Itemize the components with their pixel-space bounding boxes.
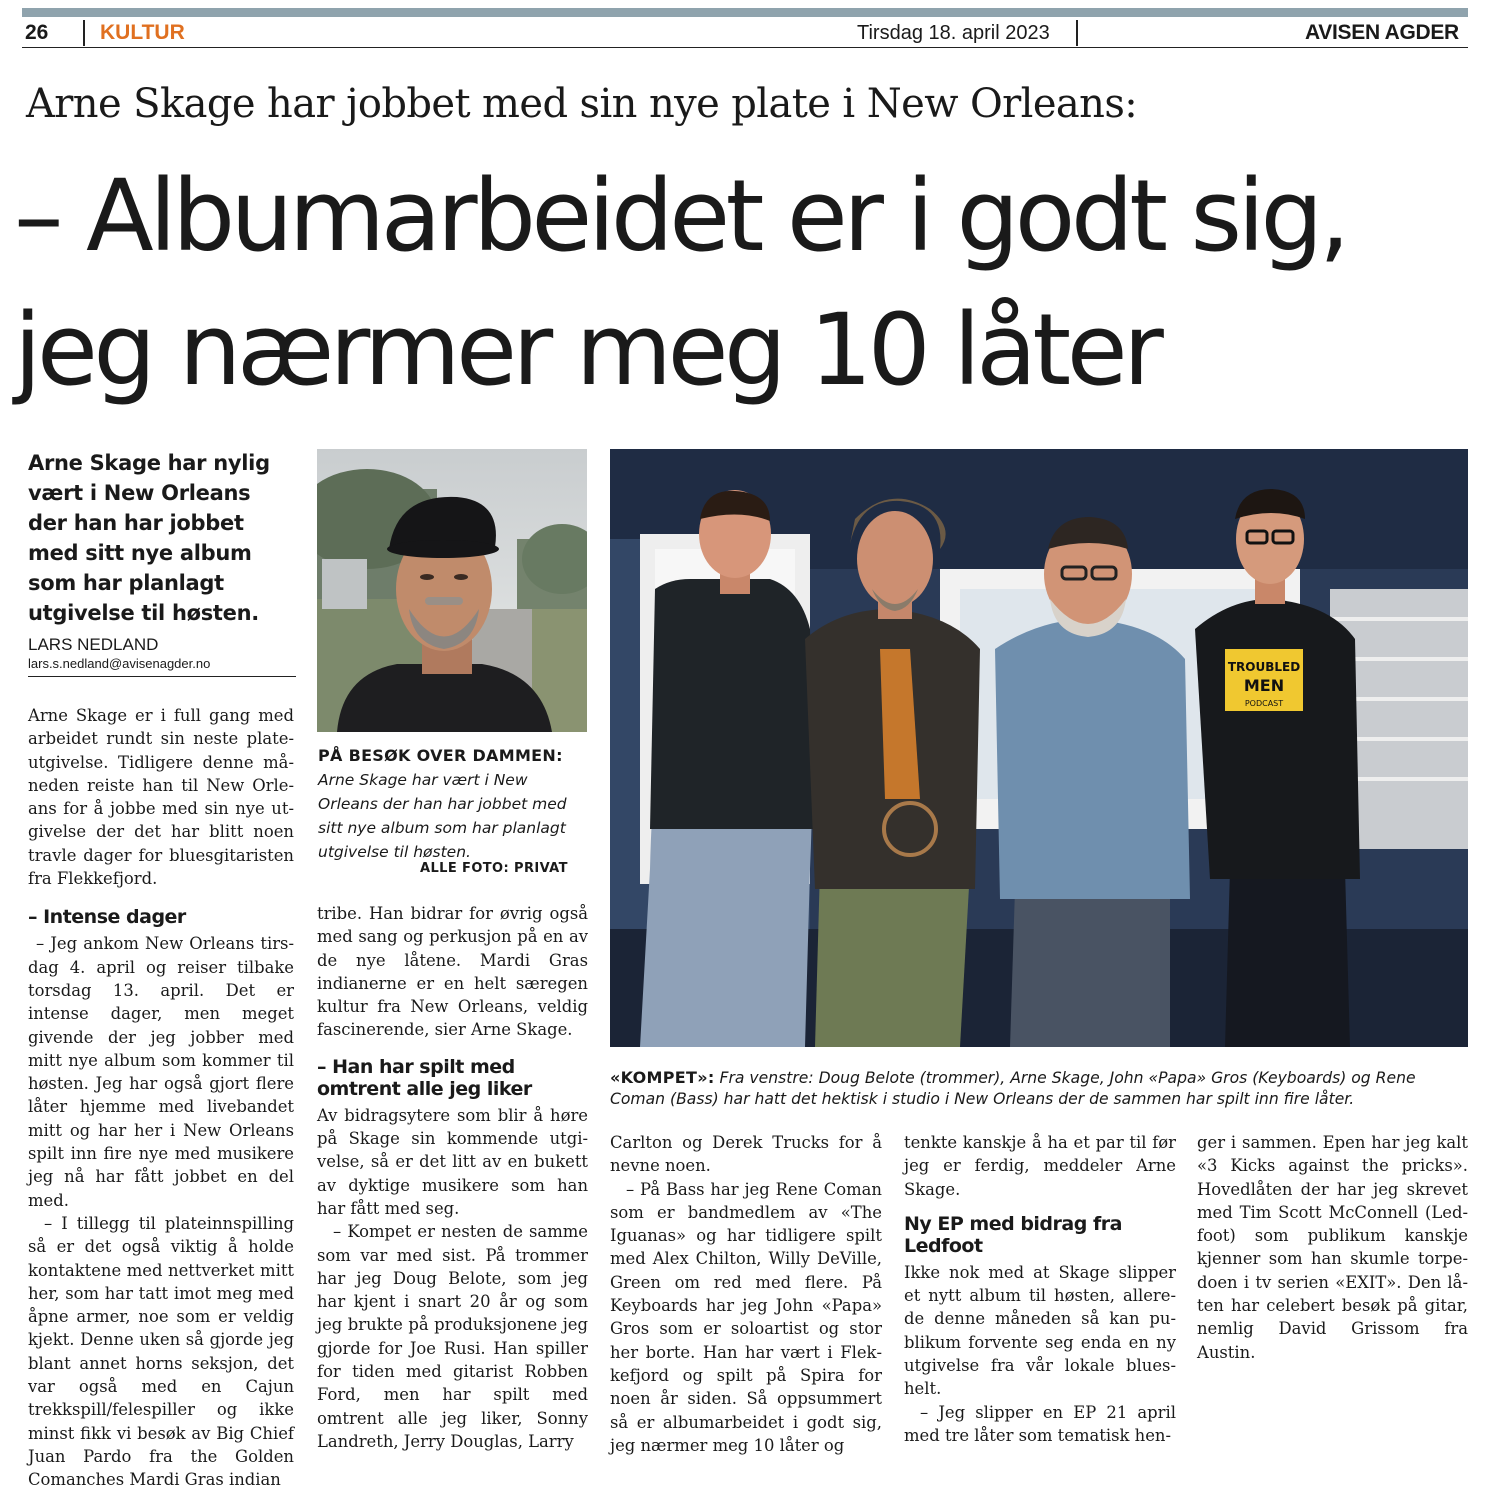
portrait-caption-text: Arne Skage har vært i New Orleans der han har jobbet med sitt nye album som har planlagt utgivelse til høsten. — [318, 771, 567, 861]
subheading: – Han har spilt med omtrent alle jeg liker — [317, 1055, 532, 1100]
portrait-photo — [317, 449, 587, 732]
paragraph: Av bidragsytere som blir å høre på Skage sin kommende utgivelse, så er det litt av en bukett av dyktige musikere som han har fått med seg. — [317, 1105, 588, 1218]
paragraph: Ikke nok med at Skage slipper et nytt album til høsten, allerede denne måneden så kan publikum forvente seg enda en ny utgivelse fra vår lokale blueshelt. — [904, 1262, 1176, 1399]
paragraph: – Jeg slipper en EP 21 april med tre låter som tematisk hen- — [904, 1402, 1176, 1445]
band-caption-text: Fra venstre: Doug Belote (trommer), Arne Skage, John «Papa» Gros (Keyboards) og Rene Coman (Bass) har hatt det hektisk i studio i New Orleans der de sammen har spilt inn fire låter. — [610, 1069, 1416, 1108]
author-name: LARS NEDLAND — [28, 635, 159, 654]
paragraph: – I tillegg til plateinnspilling så er det også viktig å holde kontaktene med nettverket mitt her, som har tatt imot meg med åpne armer, noe som er veldig kjekt. Denne uken så gjorde jeg blant annet horns seksjon, det var også med en Cajun trekkspill/felespiller og ikke minst fikk vi besøk av Big Chief Juan Pardo fra the Golden Comanches Mardi Gras indian — [28, 1213, 294, 1490]
paragraph: – Kompet er nesten de samme som var med sist. På trommer har jeg Doug Belote, som jeg har kjent i snart 20 år og som jeg brukte på produksjonene jeg gjorde for Joe Rusi. Han spiller for tiden med gitarist Robben Ford, men har spilt med omtrent alle jeg liker, Sonny Landreth, Jerry Douglas, Larry — [317, 1222, 588, 1451]
paragraph: Carlton og Derek Trucks for å nevne noen. — [610, 1133, 882, 1176]
publication-name: AVISEN AGDER — [1305, 21, 1459, 44]
body-column-3 — [610, 1131, 882, 1457]
photo-credit: ALLE FOTO: PRIVAT — [420, 861, 568, 876]
header-separator — [1076, 20, 1078, 46]
header-separator — [83, 20, 85, 46]
body-column-5 — [1197, 1131, 1468, 1364]
top-color-bar — [22, 8, 1468, 17]
paragraph: tenkte kanskje å ha et par til før jeg er ferdig, meddeler Arne Skage. — [904, 1133, 1176, 1199]
headline — [14, 150, 1346, 418]
body-column-4 — [904, 1131, 1176, 1447]
paragraph: – Jeg ankom New Orleans tirsdag 4. april og reiser tilbake torsdag 13. april. Det er intense dager, men meget givende der jeg jobber med mitt nye album som kommer til høsten. Jeg har også gjort flere låter hjemme med livebandet mitt og har her i New Orleans spilt inn fire nye med musikere jeg nå har fått jobbet en del med. — [28, 934, 294, 1210]
body-column-2 — [317, 902, 588, 1453]
portrait-illustration — [317, 449, 587, 732]
shirt-text-line3: PODCAST — [1244, 699, 1284, 708]
paragraph: tribe. Han bidrar for øvrig også med sang og perkusjon på en av de nye låtene. Mardi Gras indianerne er en helt særegen kultur fra New Orleans, veldig fascinerende, sier Arne Skage. — [317, 904, 588, 1040]
portrait-caption — [318, 744, 590, 864]
headline-line-2: jeg nærmer meg 10 låter — [14, 293, 1160, 408]
shirt-text-line2: MEN — [1243, 676, 1285, 695]
page-number: 26 — [25, 21, 49, 44]
portrait-caption-label: PÅ BESØK OVER DAMMEN: — [318, 746, 563, 765]
author-email[interactable]: lars.s.nedland@avisenagder.no — [28, 656, 211, 671]
paragraph: – På Bass har jeg Rene Coman som er bandmedlem av «The Iguanas» og har tidligere spilt med Alex Chilton, Willy DeVille, Green om red med flere. På Keyboards har jeg John «Papa» Gros som er soloartist og stor her borte. Han har vært i Flekkefjord og spilt på Spira for noen år siden. Så oppsummert så er albumarbeidet i godt sig, jeg nærmer meg 10 låter og — [610, 1179, 882, 1455]
headline-line-1: – Albumarbeidet er i godt sig, — [14, 159, 1346, 274]
body-column-1 — [28, 704, 294, 1492]
byline-rule — [28, 676, 296, 677]
band-photo — [610, 449, 1468, 1047]
kicker: Arne Skage har jobbet med sin nye plate i New Orleans: — [26, 81, 1138, 127]
issue-date: Tirsdag 18. april 2023 — [857, 22, 1050, 44]
shirt-text-line1: TROUBLED — [1227, 660, 1301, 674]
band-illustration — [610, 449, 1468, 1047]
header-rule — [22, 47, 1468, 48]
paragraph: Arne Skage er i full gang med arbeidet rundt sin neste plateutgivelse. Tidligere denne måneden reiste han til New Orleans for å jobbe med sin nye utgivelse der det har blitt noen travle dager for bluesgitaristen fra Flekkefjord. — [28, 706, 294, 889]
subheading: – Intense dager — [28, 906, 186, 929]
band-caption-label: «KOMPET»: — [610, 1068, 715, 1087]
section-label[interactable]: KULTUR — [100, 21, 185, 44]
paragraph: ger i sammen. Epen har jeg kalt «3 Kicks against the pricks». Hovedlåten der har jeg skrevet med Tim Scott McConnell (Ledfoot) som publikum kanskje kjenner som han skumle torpedoen i tv serien «EXIT». Den låten har celebert besøk på gitar, nemlig David Grissom fra Austin. — [1197, 1133, 1468, 1362]
ingress: Arne Skage har nylig vært i New Orleans der han har jobbet med sitt nye album som har planlagt utgivelse til høsten. — [28, 451, 270, 625]
band-caption — [610, 1067, 1472, 1110]
subheading: Ny EP med bidrag fra Ledfoot — [904, 1212, 1122, 1257]
